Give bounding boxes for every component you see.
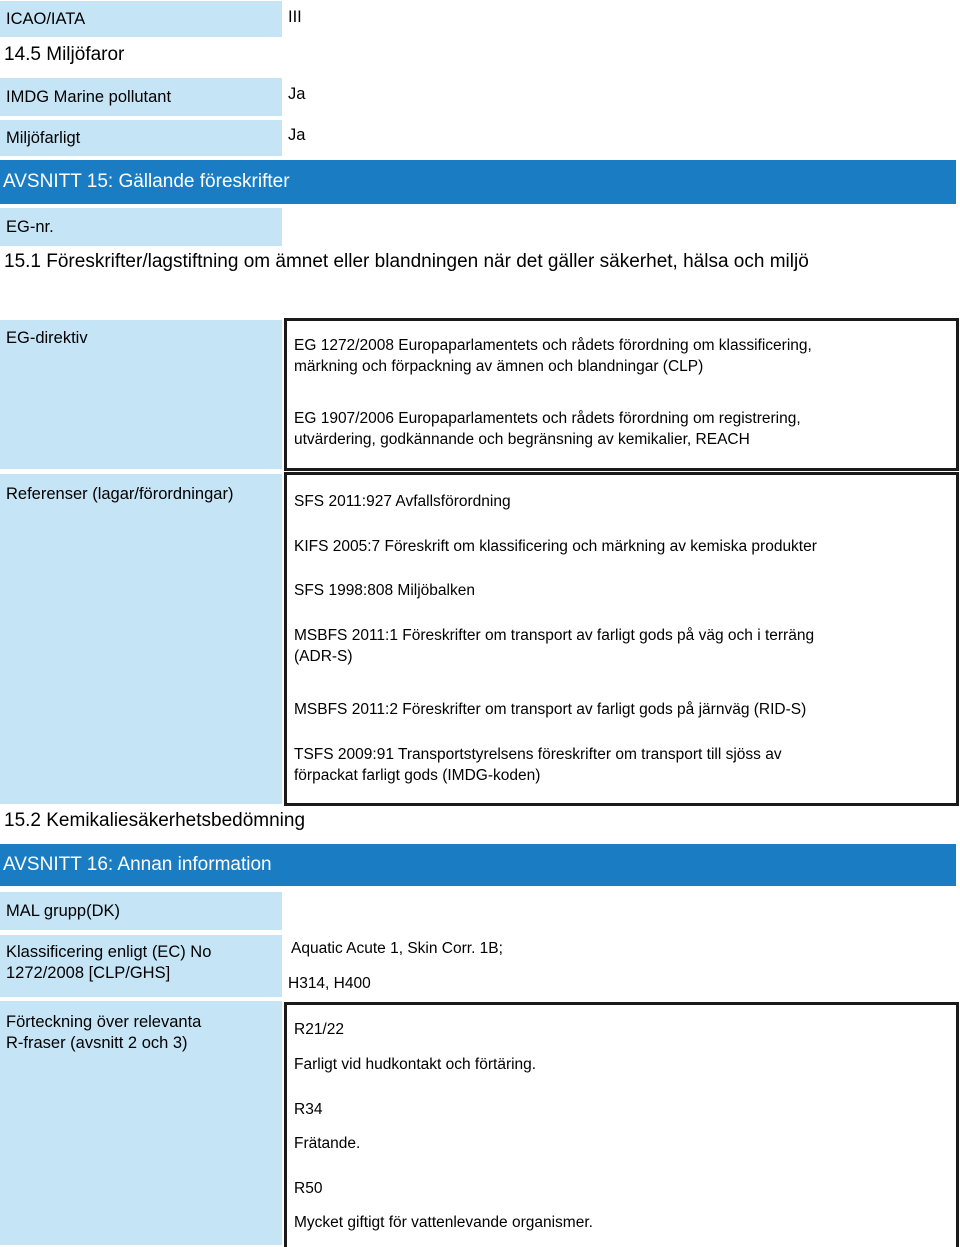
eg-directive-item: EG 1907/2006 Europaparlamentets och rådets förordning om registrering, utvärdering, godkännande och begränsning av kemikalier, REACH xyxy=(294,410,801,448)
rphrase-text: Mycket giftigt för vattenlevande organismer. xyxy=(294,1214,593,1231)
classification-value-codes: H314, H400 xyxy=(288,975,371,992)
reference-item: TSFS 2009:91 Transportstyrelsens föreskrifter om transport till sjöss av förpackat farligt gods (IMDG-koden) xyxy=(294,746,782,784)
rphrase-code: R21/22 xyxy=(294,1021,344,1038)
reference-item: MSBFS 2011:2 Föreskrifter om transport av farligt gods på järnväg (RID-S) xyxy=(294,701,807,718)
rphrases-label: Förteckning över relevanta R-fraser (avsnitt 2 och 3) xyxy=(0,1001,282,1245)
rphrase-text: Frätande. xyxy=(294,1135,361,1152)
reference-item: SFS 2011:927 Avfallsförordning xyxy=(294,493,511,510)
eg-nr-label: EG-nr. xyxy=(0,208,282,246)
rphrase-text: Farligt vid hudkontakt och förtäring. xyxy=(294,1056,537,1073)
classification-value: Aquatic Acute 1, Skin Corr. 1B; xyxy=(291,940,503,957)
imdg-label: IMDG Marine pollutant xyxy=(0,78,282,116)
reference-item: MSBFS 2011:1 Föreskrifter om transport av farligt gods på väg och i terräng (ADR-S) xyxy=(294,627,815,665)
section15-1-heading: 15.1 Föreskrifter/lagstiftning om ämnet eller blandningen när det gäller säkerhet, hälsa och miljö xyxy=(4,251,809,272)
rphrase-code: R34 xyxy=(294,1101,323,1118)
env-hazards-heading: 14.5 Miljöfaror xyxy=(4,44,125,65)
reference-item: KIFS 2005:7 Föreskrift om klassificering och märkning av kemiska produkter xyxy=(294,538,817,555)
rphrases-box xyxy=(284,1002,959,1247)
reference-item: SFS 1998:808 Miljöbalken xyxy=(294,582,475,599)
section16-title: AVSNITT 16: Annan information xyxy=(0,844,956,886)
eg-directive-label: EG-direktiv xyxy=(0,320,282,469)
eg-directive-box xyxy=(284,318,959,471)
chem-safety-heading: 15.2 Kemikaliesäkerhetsbedömning xyxy=(4,810,306,831)
references-box xyxy=(284,472,959,806)
eg-directive-item: EG 1272/2008 Europaparlamentets och rådets förordning om klassificering, märkning och förpackning av ämnen och blandningar (CLP) xyxy=(294,337,812,375)
references-label: Referenser (lagar/förordningar) xyxy=(0,474,282,804)
icao-label: ICAO/IATA xyxy=(0,1,282,37)
env-label: Miljöfarligt xyxy=(0,120,282,156)
section15-title: AVSNITT 15: Gällande föreskrifter xyxy=(0,160,956,204)
icao-value: III xyxy=(288,8,302,26)
rphrase-code: R50 xyxy=(294,1180,323,1197)
env-value: Ja xyxy=(288,126,306,144)
mal-group-label: MAL grupp(DK) xyxy=(0,892,282,930)
classification-label: Klassificering enligt (EC) No 1272/2008 [CLP/GHS] xyxy=(0,935,282,997)
imdg-value: Ja xyxy=(288,85,306,103)
